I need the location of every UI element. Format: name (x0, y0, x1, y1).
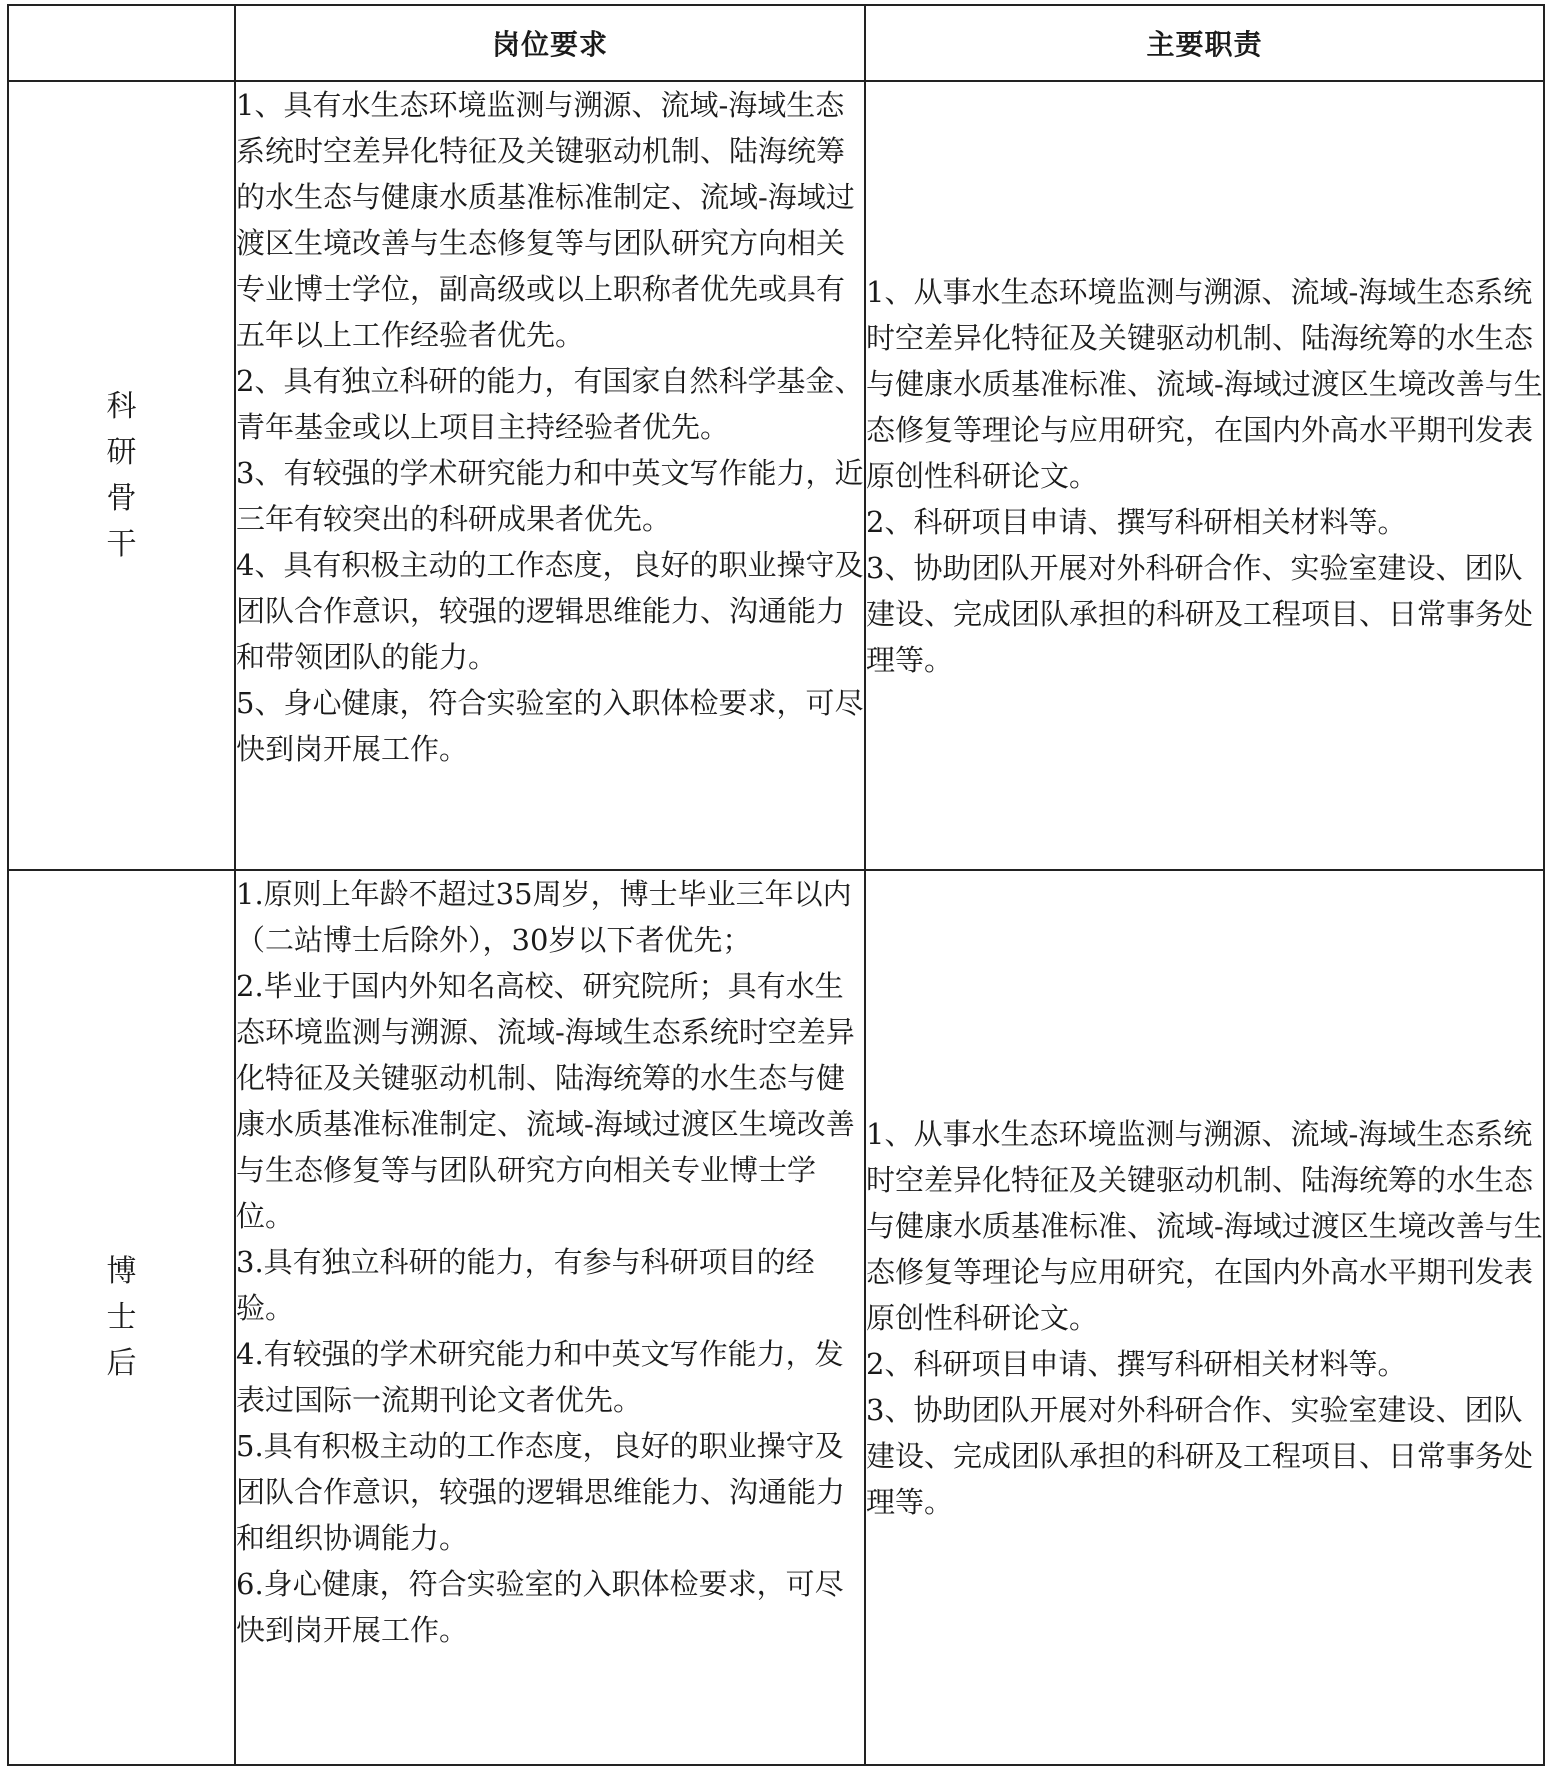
header-duties: 主要职责 (865, 5, 1544, 81)
duty-item: 1、从事水生态环境监测与溯源、流域-海域生态系统时空差异化特征及关键驱动机制、陆海统筹的水生态与健康水质基准标准、流域-海域过渡区生境改善与生态修复等理论与应用研究，在国内外高水平期刊发表原创性科研论文。 (866, 1116, 1543, 1335)
requirement-item: 3.具有独立科研的能力，有参与科研项目的经验。 (236, 1245, 815, 1325)
header-blank-cell (8, 5, 235, 81)
requirement-item: 4.有较强的学术研究能力和中英文写作能力，发表过国际一流期刊论文者优先。 (236, 1337, 844, 1417)
duty-item: 3、协助团队开展对外科研合作、实验室建设、团队建设、完成团队承担的科研及工程项目、日常事务处理等。 (866, 550, 1534, 677)
requirement-item: 6.身心健康，符合实验室的入职体检要求，可尽快到岗开展工作。 (236, 1567, 844, 1647)
job-requirements-table (7, 4, 1545, 1766)
requirement-item: 5、身心健康，符合实验室的入职体检要求，可尽快到岗开展工作。 (236, 686, 864, 766)
duty-item: 3、协助团队开展对外科研合作、实验室建设、团队建设、完成团队承担的科研及工程项目、日常事务处理等。 (866, 1392, 1534, 1519)
requirement-item: 3、有较强的学术研究能力和中英文写作能力，近三年有较突出的科研成果者优先。 (236, 456, 864, 536)
requirement-item: 4、具有积极主动的工作态度，良好的职业操守及团队合作意识，较强的逻辑思维能力、沟通能力和带领团队的能力。 (236, 548, 864, 674)
table-row-postdoc (8, 870, 1544, 1765)
position-label: 科研骨干 (106, 388, 137, 562)
requirement-item: 1.原则上年龄不超过35周岁，博士毕业三年以内（二站博士后除外），30岁以下者优先； (236, 877, 852, 957)
duties-cell (865, 870, 1544, 1765)
requirement-item: 5.具有积极主动的工作态度，良好的职业操守及团队合作意识，较强的逻辑思维能力、沟通能力和组织协调能力。 (236, 1429, 846, 1555)
duty-item: 2、科研项目申请、撰写科研相关材料等。 (866, 504, 1407, 539)
position-label: 博士后 (106, 1253, 137, 1381)
requirement-item: 1、具有水生态环境监测与溯源、流域-海域生态系统时空差异化特征及关键驱动机制、陆海统筹的水生态与健康水质基准标准制定、流域-海域过渡区生境改善与生态修复等与团队研究方向相关专业博士学位，副高级或以上职称者优先或具有五年以上工作经验者优先。 (236, 88, 855, 352)
position-cell (8, 81, 235, 870)
requirements-cell (235, 81, 865, 870)
table-header-row (8, 5, 1544, 81)
position-cell (8, 870, 235, 1765)
requirements-cell (235, 870, 865, 1765)
duty-item: 2、科研项目申请、撰写科研相关材料等。 (866, 1346, 1407, 1381)
requirement-item: 2.毕业于国内外知名高校、研究院所；具有水生态环境监测与溯源、流域-海域生态系统时空差异化特征及关键驱动机制、陆海统筹的水生态与健康水质基准标准制定、流域-海域过渡区生境改善与生态修复等与团队研究方向相关专业博士学位。 (236, 969, 855, 1233)
requirement-item: 2、具有独立科研的能力，有国家自然科学基金、青年基金或以上项目主持经验者优先。 (236, 364, 864, 444)
header-requirements: 岗位要求 (235, 5, 865, 81)
duties-cell (865, 81, 1544, 870)
table-row-researcher (8, 81, 1544, 870)
duty-item: 1、从事水生态环境监测与溯源、流域-海域生态系统时空差异化特征及关键驱动机制、陆海统筹的水生态与健康水质基准标准、流域-海域过渡区生境改善与生态修复等理论与应用研究，在国内外高水平期刊发表原创性科研论文。 (866, 274, 1543, 493)
